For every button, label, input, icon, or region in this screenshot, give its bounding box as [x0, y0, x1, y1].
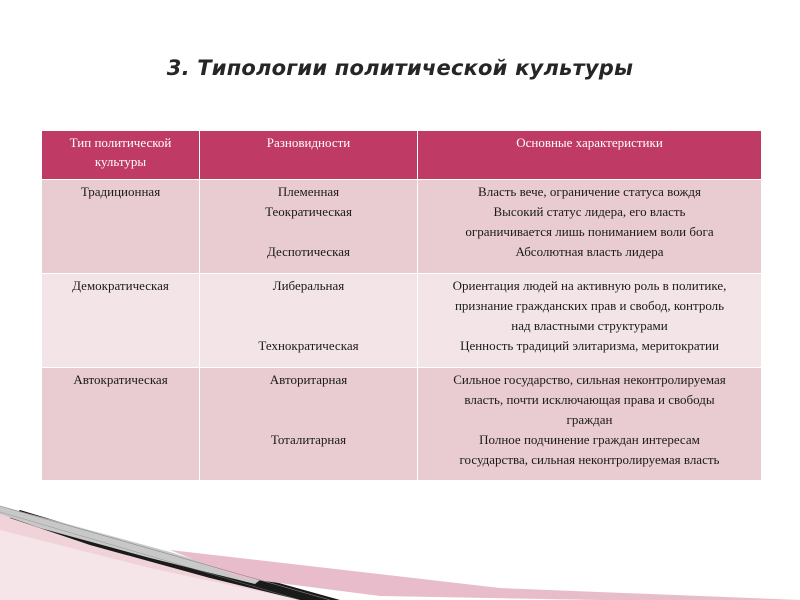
table-row	[42, 274, 762, 368]
table-row	[42, 368, 762, 481]
variety-item: Тоталитарная	[270, 432, 347, 447]
typology-table	[41, 130, 762, 481]
cell-characteristics	[418, 274, 762, 368]
cell-varieties	[200, 180, 418, 274]
characteristic-line: Полное подчинение граждан интересам	[479, 432, 700, 447]
characteristic-line: Высокий статус лидера, его власть	[493, 204, 686, 219]
header-varieties: Разновидности	[200, 131, 418, 180]
cell-type: Автократическая	[42, 368, 200, 481]
characteristic-line: Ценность традиций элитаризма, меритократии	[460, 338, 719, 353]
characteristic-line: власть, почти исключающая права и свободы	[464, 392, 715, 407]
characteristic-line: Ориентация людей на активную роль в политике,	[452, 278, 727, 293]
variety-item: Либеральная	[272, 278, 345, 293]
characteristic-line: Сильное государство, сильная неконтролируемая	[453, 372, 726, 387]
characteristic-line: Абсолютная власть лидера	[515, 244, 664, 259]
table-header-row	[42, 131, 762, 180]
variety-item: Племенная	[277, 184, 340, 199]
decorative-swoosh	[0, 500, 800, 600]
cell-characteristics	[418, 368, 762, 481]
characteristic-line: ограничивается лишь пониманием воли бога	[465, 224, 714, 239]
cell-type: Демократическая	[42, 274, 200, 368]
characteristic-line: признание гражданских прав и свобод, контроль	[454, 298, 725, 313]
cell-varieties	[200, 368, 418, 481]
slide-title: 3. Типологии политической культуры	[166, 56, 634, 80]
variety-item: Технократическая	[258, 338, 359, 353]
characteristic-line: граждан	[566, 412, 613, 427]
cell-type: Традиционная	[42, 180, 200, 274]
header-type: Тип политической культуры	[42, 131, 200, 180]
characteristic-line: Власть вече, ограничение статуса вождя	[478, 184, 701, 199]
cell-characteristics	[418, 180, 762, 274]
characteristic-line: над властными структурами	[511, 318, 668, 333]
table-row	[42, 180, 762, 274]
variety-item: Авторитарная	[269, 372, 348, 387]
variety-item: Деспотическая	[266, 244, 351, 259]
cell-varieties	[200, 274, 418, 368]
characteristic-line: государства, сильная неконтролируемая власть	[459, 452, 720, 467]
header-characteristics: Основные характеристики	[418, 131, 762, 180]
variety-item: Теократическая	[265, 204, 352, 219]
